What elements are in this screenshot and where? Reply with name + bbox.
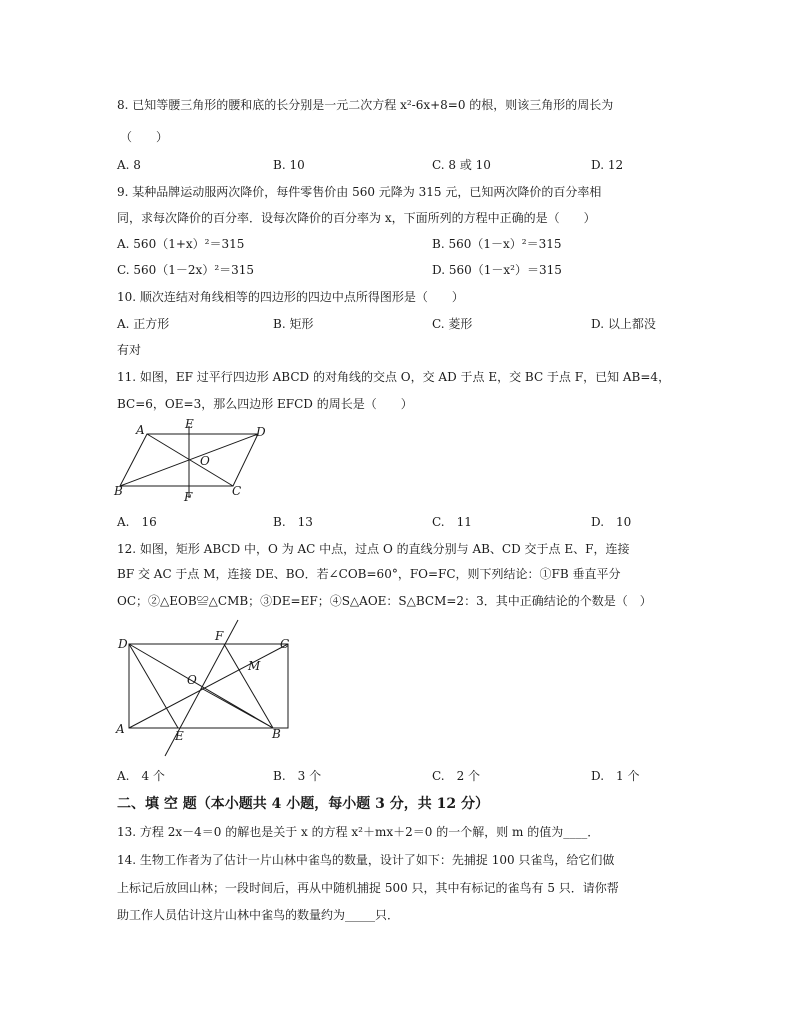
q10-option-b: B. 矩形 — [273, 317, 314, 331]
q10-option-d: D. 以上都没 — [591, 317, 656, 331]
q12-label-a: A — [116, 722, 125, 736]
q12-figure — [110, 618, 300, 763]
q11-label-o: O — [200, 454, 210, 468]
q14-stem-line1: 14. 生物工作者为了估计一片山林中雀鸟的数量，设计了如下：先捕捉 100 只雀鸟，给它们做 — [117, 853, 615, 867]
q12-diagonal-ac — [129, 644, 288, 728]
q8-stem-line2: （ ） — [120, 130, 169, 144]
q11-figure — [110, 418, 280, 508]
q12-label-d: D — [118, 637, 128, 651]
q8-option-a: A. 8 — [117, 158, 141, 172]
q13-stem-line1: 13. 方程 2x－4＝0 的解也是关于 x 的方程 x²＋mx＋2＝0 的一个解，则 m 的值为____． — [117, 825, 600, 839]
q12-label-o: O — [187, 673, 197, 687]
q12-option-b: B. 3 个 — [273, 769, 322, 783]
q12-segment-bo — [201, 688, 273, 728]
q9-option-d: D. 560（1－x²）＝315 — [432, 263, 562, 277]
q11-stem-line2: BC=6，OE=3，那么四边形 EFCD 的周长是（ ） — [117, 397, 413, 411]
q8-stem-line1: 8. 已知等腰三角形的腰和底的长分别是一元二次方程 x²-6x+8=0 的根，则该三角形的周长为 — [117, 98, 614, 112]
q8-option-c: C. 8 或 10 — [432, 158, 491, 172]
q10-option-d-wrap: 有对 — [117, 343, 142, 357]
q12-label-e: E — [175, 729, 184, 743]
q11-option-d: D. 10 — [591, 515, 632, 529]
q9-stem-line2: 同，求每次降价的百分率．设每次降价的百分率为 x，下面所列的方程中正确的是（ ） — [117, 211, 596, 225]
q12-label-f: F — [215, 629, 224, 643]
q11-label-e: E — [185, 418, 194, 431]
section-2-heading: 二、填 空 题（本小题共 4 小题，每小题 3 分，共 12 分） — [117, 796, 489, 812]
q10-option-a: A. 正方形 — [117, 317, 170, 331]
q10-option-c: C. 菱形 — [432, 317, 473, 331]
q11-label-c: C — [232, 484, 242, 498]
q12-option-c: C. 2 个 — [432, 769, 481, 783]
q11-option-a: A. 16 — [117, 515, 157, 529]
q11-option-b: B. 13 — [273, 515, 313, 529]
q11-label-b: B — [114, 484, 123, 498]
q11-label-f: F — [184, 490, 193, 504]
q14-stem-line2: 上标记后放回山林；一段时间后，再从中随机捕捉 500 只，其中有标记的雀鸟有 5 只．请你帮 — [117, 881, 619, 895]
q14-stem-line3: 助工作人员估计这片山林中雀鸟的数量约为_____只． — [117, 908, 400, 922]
q9-option-a: A. 560（1+x）²＝315 — [117, 237, 245, 251]
q11-option-c: C. 11 — [432, 515, 472, 529]
q10-stem-line1: 10. 顺次连结对角线相等的四边形的四边中点所得图形是（ ） — [117, 290, 464, 304]
q12-label-b: B — [272, 727, 281, 741]
q12-segment-db — [129, 644, 273, 728]
q12-label-c: C — [280, 637, 290, 651]
q12-label-m: M — [248, 659, 261, 673]
q8-option-d: D. 12 — [591, 158, 624, 172]
q8-option-b: B. 10 — [273, 158, 305, 172]
q9-stem-line1: 9. 某种品牌运动服两次降价，每件零售价由 560 元降为 315 元，已知两次降价的百分率相 — [117, 185, 602, 199]
q11-stem-line1: 11. 如图，EF 过平行四边形 ABCD 的对角线的交点 O，交 AD 于点 E，交 BC 于点 F，已知 AB=4， — [117, 370, 671, 384]
q11-label-a: A — [136, 423, 145, 437]
q12-segment-bf — [224, 644, 273, 728]
q12-stem-line1: 12. 如图，矩形 ABCD 中，O 为 AC 中点，过点 O 的直线分别与 AB、CD 交于点 E、F，连接 — [117, 542, 630, 556]
q9-option-b: B. 560（1－x）²＝315 — [432, 237, 562, 251]
q12-option-a: A. 4 个 — [117, 769, 165, 783]
q12-stem-line2: BF 交 AC 于点 M，连接 DE、BO．若∠COB=60°，FO=FC，则下列结论：①FB 垂直平分 — [117, 567, 621, 581]
q12-option-d: D. 1 个 — [591, 769, 640, 783]
q12-stem-line3: OC；②△EOB≌△CMB；③DE=EF；④S△AOE：S△BCM=2：3．其中正确结论的个数是（ ） — [117, 594, 652, 608]
q9-option-c: C. 560（1－2x）²＝315 — [117, 263, 255, 277]
q11-label-d: D — [256, 425, 266, 439]
